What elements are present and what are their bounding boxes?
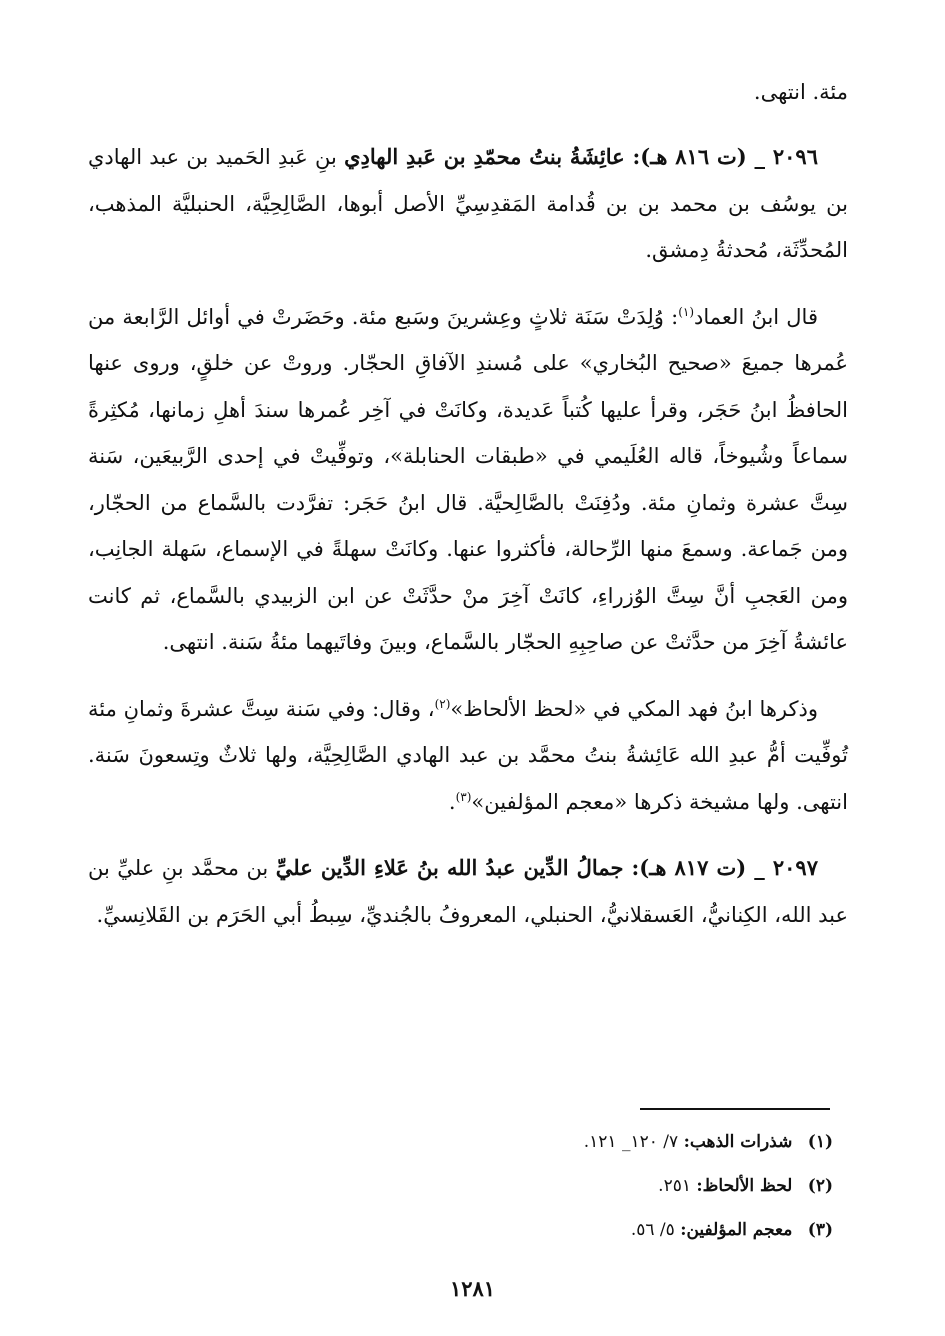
entry-2097 <box>88 845 848 938</box>
ibn-imad-paragraph <box>88 294 848 666</box>
ibn-fahd-paragraph <box>88 686 848 826</box>
footnote-reference: ٢٥١. <box>658 1176 691 1196</box>
entry-2096 <box>88 134 848 274</box>
footnotes <box>88 1120 833 1252</box>
footnote-3 <box>88 1208 833 1252</box>
ibn-fahd-tail: . <box>448 789 456 814</box>
footnote-ref-3[interactable]: (٣) <box>455 789 472 804</box>
footnote-source: شذرات الذهب: <box>683 1132 793 1152</box>
ibn-fahd-text: ، وقال: وفي سَنة سِتَّ عشرةَ وثمانِ مئة تُوفِّيت أمُّ عبدِ الله عَائِشةُ بنتُ محمَّد بن عبد الهادي الصَّالِحِيَّة، ولها ثلاثٌ وتِسعونَ سَنة. انتهى. ولها مشيخة ذكرها «معجم المؤلفين» <box>88 696 848 814</box>
entry-2097-heading: ٢٠٩٧ _ (ت ٨١٧ هـ): جمالُ الدِّين عبدُ الله بنُ عَلاءِ الدِّين عليِّ <box>275 855 818 880</box>
footnote-ref-1[interactable]: (١) <box>678 304 695 319</box>
page-number: ١٢٨١ <box>449 1276 496 1301</box>
continuation-line: مئة. انتهى. <box>753 80 848 104</box>
footnote-source: لحظ الألحاظ: <box>696 1176 793 1196</box>
ibn-imad-lead: قال ابنُ العماد <box>694 304 818 329</box>
entry-2097-text: بن محمَّد بنِ عليِّ بن عبد الله، الكِنانيُّ، العَسقلانيُّ، الحنبلي، المعروفُ بالجُنديِّ، سِبطُ أبي الحَرَم بن القَلانِسيِّ. <box>88 856 848 927</box>
footnote-source: معجم المؤلفين: <box>680 1220 793 1240</box>
entry-2096-text: بنِ عَبدِ الحَميد بن عبد الهادي بن يوسُف بن محمد بن بن قُدامة المَقدِسِيِّ الأصل أبوها، الصَّالِحِيَّة، الحنبليَّة المذهب، المُحدِّثَة، مُحدثةُ دِمشق. <box>88 145 848 262</box>
page-body <box>88 70 848 958</box>
entry-2096-heading: ٢٠٩٦ _ (ت ٨١٦ هـ): عائِشَةُ بنتُ محمّدِ بن عَبدِ الهادِي <box>344 144 818 169</box>
ibn-imad-text: : وُلِدَتْ سَنَة ثلاثٍ وعِشرينَ وسَبع مئة. وحَضَرتْ في أوائل الرَّابعة من عُمرها جميعَ «صحيح البُخاري» على مُسندِ الآفاقِ الحجّار. وروتْ عن خلقٍ، وروى عنها الحافظُ ابنُ حَجَر، وقرأ عليها كُتباً عَديدة، وكانَتْ في آخِر عُمرها سندَ أهلِ زمانها، مُكثِرةً سماعاً وشُيوخاً، قاله العُلَيمي في «طبقات الحنابلة»، وتوفِّيتْ في إحدى الرَّبيعَين، سَنة سِتَّ عشرة وثمانِ مئة. ودُفِنَتْ بالصَّالِحيَّة. قال ابنُ حَجَر: تفرَّدت بالسَّماع من الحجّار، ومن جَماعة. وسمعَ منها الرِّحالة، فأكثروا عنها. وكانَتْ سهلةً في الإسماع، سَهلة الجانِب، ومن العَجبِ أنَّ سِتَّ الوُزراءِ، كانَتْ آخِرَ منْ حدَّثَتْ عن ابن الزبيدي بالسَّماع، ثم كانت عائشةُ آخِرَ من حدَّثتْ عن صاحِبِهِ الحجّار بالسَّماع، وبينَ وفاتَيهما مئةُ سَنة. انتهى. <box>88 304 848 654</box>
footnote-reference: ٥/ ٥٦. <box>630 1220 675 1240</box>
footnote-ref-2[interactable]: (٢) <box>434 696 451 711</box>
footnote-reference: ٧/ ١٢٠_ ١٢١. <box>583 1132 679 1152</box>
footnote-number: (١) <box>807 1132 833 1152</box>
footnote-2 <box>88 1164 833 1208</box>
footnote-number: (٣) <box>807 1220 833 1240</box>
footnote-number: (٢) <box>807 1176 833 1196</box>
ibn-fahd-lead: وذكرها ابنُ فهد المكي في «لحظ الألحاظ» <box>450 696 818 721</box>
footnote-divider <box>640 1108 830 1110</box>
footnote-1 <box>88 1120 833 1164</box>
